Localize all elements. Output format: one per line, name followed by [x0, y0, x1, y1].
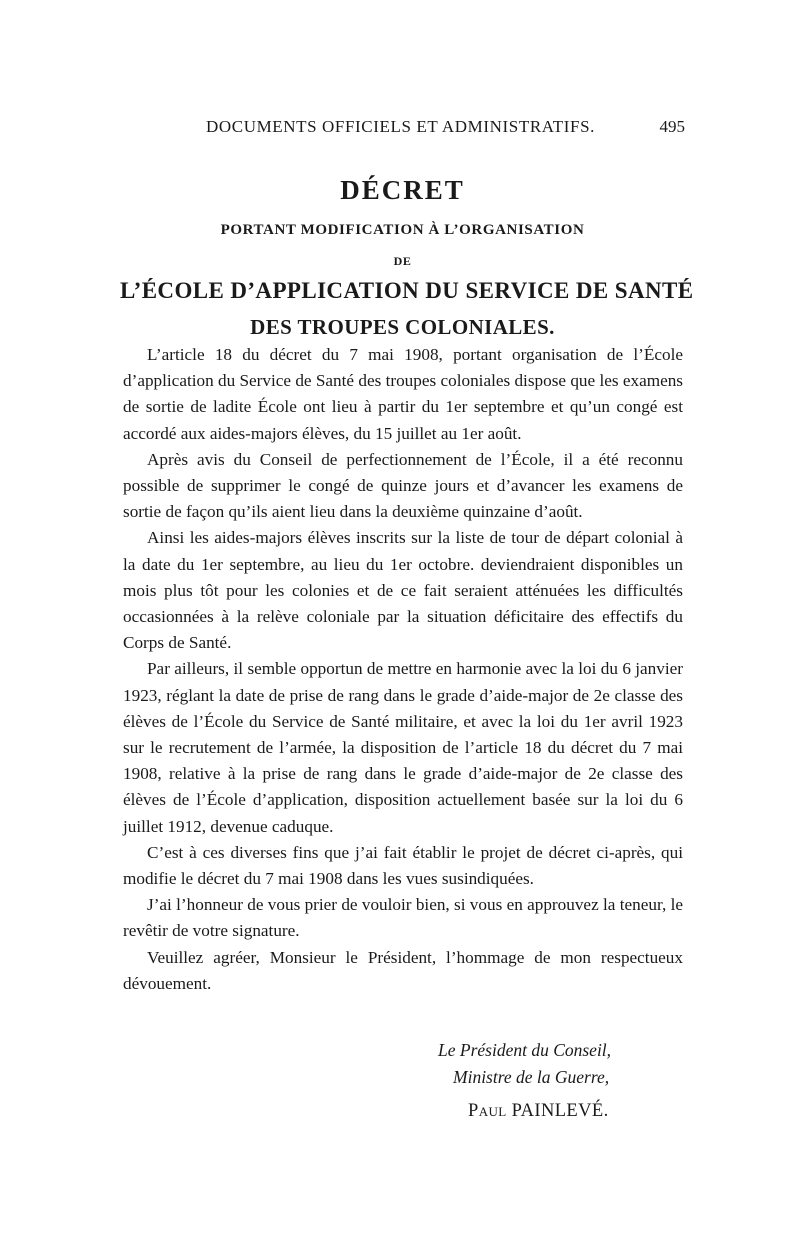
- paragraph: Par ailleurs, il semble opportun de mettre en harmonie avec la loi du 6 janvier 1923, réglant la date de prise de rang dans le grade d’aide-major de 2e classe des élèves de l’École du Service de Santé militaire, et avec la loi du 1er avril 1923 sur le recrutement de l’armée, la disposition de l’article 18 du décret du 7 mai 1908, relative à la prise de rang dans le grade d’aide-major de 2e classe des élèves de l’École d’application, disposition actuellement basée sur la loi du 6 juillet 1912, devenue caduque.: [123, 659, 683, 836]
- running-title: DOCUMENTS OFFICIELS ET ADMINISTRATIFS.: [206, 117, 595, 136]
- paragraph: Après avis du Conseil de perfectionnement de l’École, il a été reconnu possible de supprimer le congé de quinze jours et d’avancer les examens de sortie de façon qu’ils aient lieu dans la deuxième quinzaine d’août.: [123, 449, 683, 522]
- paragraph: Ainsi les aides-majors élèves inscrits sur la liste de tour de départ colonial à la date du 1er septembre, au lieu du 1er octobre. deviendraient disponibles un mois plus tôt pour les colonies et de ce fait seraient atténuées les difficultés occasionnées à la relève coloniale par la situation déficitaire des effectifs du Corps de Santé.: [123, 528, 683, 653]
- school-title: L’ÉCOLE D’APPLICATION DU SERVICE DE SANTÉ: [120, 278, 694, 303]
- signatory-title: Le Président du Conseil,: [438, 1040, 612, 1060]
- title-connector: DE: [393, 254, 412, 268]
- running-header: [120, 117, 685, 143]
- page-number: 495: [659, 117, 685, 136]
- signatory-office: Ministre de la Guerre,: [453, 1067, 610, 1087]
- paragraph: L’article 18 du décret du 7 mai 1908, portant organisation de l’École d’application du Service de Santé des troupes coloniales dispose que les examens de sortie de ladite École ont lieu à partir du 1er septembre et qu’un congé est accordé aux aides-majors élèves, du 15 juillet au 1er août.: [123, 345, 683, 443]
- signature-block: [120, 1040, 685, 1160]
- decree-title: DÉCRET: [340, 175, 465, 205]
- troops-title: DES TROUPES COLONIALES.: [250, 315, 555, 339]
- paragraph: C’est à ces diverses fins que j’ai fait établir le projet de décret ci-après, qui modifie le décret du 7 mai 1908 dans les vues susindiquées.: [123, 842, 683, 889]
- decree-subtitle: PORTANT MODIFICATION À L’ORGANISATION: [220, 222, 585, 238]
- paragraph: Veuillez agréer, Monsieur le Président, l’hommage de mon respectueux dévouement.: [123, 947, 683, 993]
- signatory-name: Paul PAINLEVÉ.: [468, 1101, 609, 1121]
- report-body: [123, 342, 683, 997]
- paragraph: J’ai l’honneur de vous prier de vouloir bien, si vous en approuvez la teneur, le revêtir de votre signature.: [123, 895, 683, 941]
